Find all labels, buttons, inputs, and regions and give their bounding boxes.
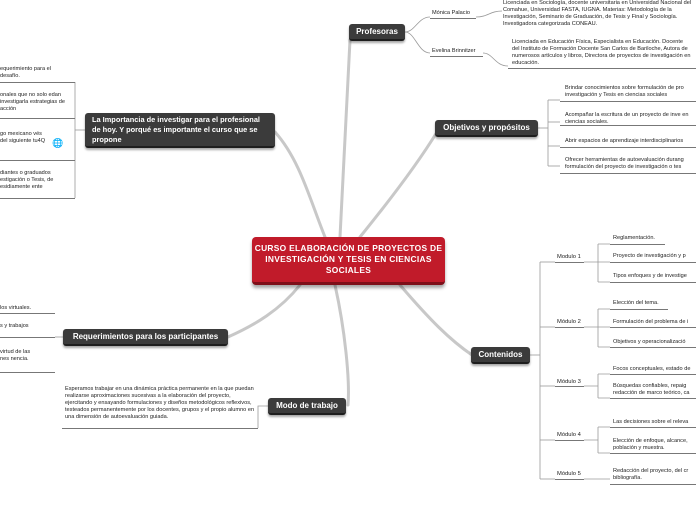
underline <box>610 347 696 348</box>
importancia-item-3: go mexicano vés del siguiente tu4Q <box>0 131 46 144</box>
topic-requerimientos[interactable] <box>63 329 228 346</box>
underline <box>560 125 696 126</box>
topic-requerimientos-label: Requerimientos para los participantes <box>72 332 219 341</box>
underline <box>555 327 584 328</box>
topic-contenidos[interactable] <box>471 347 530 364</box>
underline <box>0 160 75 161</box>
underline <box>430 18 476 19</box>
topic-profesoras-label: Profesoras <box>356 27 398 36</box>
topic-objetivos-label: Objetivos y propósitos <box>443 123 530 132</box>
underline <box>508 68 696 69</box>
profesora-name-1: Mónica Palacio <box>432 10 470 16</box>
topic-modo-label: Modo de trabajo <box>276 401 338 410</box>
underline <box>610 262 696 263</box>
underline <box>610 398 696 399</box>
modulo-1-item-3: Tipos enfoques y de investige <box>613 273 687 279</box>
underline <box>610 309 668 310</box>
modulo-2-item-2: Formulación del problema de i <box>613 319 689 325</box>
underline <box>610 244 665 245</box>
underline <box>555 440 584 441</box>
modulo-1-item-1: Reglamentación. <box>613 235 655 241</box>
underline <box>0 313 55 314</box>
modulo-2-item-1: Elección del tema. <box>613 300 659 306</box>
underline <box>560 147 696 148</box>
objetivo-item-3: Abrir espacios de aprendizaje interdisciplinarios <box>565 138 684 144</box>
central-topic-label: CURSO ELABORACIÓN DE PROYECTOS DE INVESTIGACIÓN Y TESIS EN CIENCIAS SOCIALES <box>254 243 443 275</box>
underline <box>62 428 258 429</box>
topic-objetivos[interactable] <box>435 120 538 137</box>
modulo-4-label: Módulo 4 <box>557 432 581 438</box>
profesora-bio-1: Licenciada en Sociología, docente universitaria en Universidad Nacional del Comahue, Universidad FASTA, IUGNA. Materias: Metodología de la Investigación, Seminario de Graduación, de Tesis y Final y Sociología. Investigadora categorizada CONEAU. <box>503 0 692 27</box>
underline <box>610 282 696 283</box>
modulo-3-item-1: Focos conceptuales, estado de <box>613 366 691 372</box>
topic-contenidos-label: Contenidos <box>478 350 523 359</box>
underline <box>560 101 696 102</box>
topic-importancia-label: La Importancia de investigar para el profesional de hoy. Y porqué es importante el curso que se propone <box>92 114 260 144</box>
underline <box>0 372 55 373</box>
modulo-2-label: Módulo 2 <box>557 319 581 325</box>
modulo-5-label: Módulo 5 <box>557 471 581 477</box>
underline <box>555 262 584 263</box>
modulo-1-item-2: Proyecto de investigación y p <box>613 253 686 259</box>
underline <box>610 327 696 328</box>
requerimiento-item-1: los virtuales. <box>0 305 32 311</box>
globe-icon[interactable]: 🌐 <box>52 138 64 148</box>
underline <box>610 374 696 375</box>
modulo-3-item-2: Búsquedas confiables, repaig redacción de marco teórico, ca <box>613 383 690 396</box>
modulo-4-item-2: Elección de enfoque, alcance, población y muestra. <box>613 438 688 451</box>
requerimiento-item-2: s y trabajos <box>0 323 29 329</box>
underline <box>0 337 55 338</box>
underline <box>555 386 584 387</box>
profesora-bio-2: Licenciada en Educación Física, Especialista en Educación. Docente del Instituto de Formación Docente San Carlos de Bariloche, Autora de numerosos artículos y libros, Directora de proyectos de investigación en educación. <box>512 39 691 66</box>
underline <box>0 198 75 199</box>
importancia-item-4: diantes o graduados estigación o Tesis, de esidiamente ente <box>0 170 54 190</box>
requerimiento-item-3: virtud de las nes nencia. <box>0 349 31 362</box>
modulo-2-item-3: Objetivos y operacionalizació <box>613 339 686 345</box>
central-topic[interactable] <box>252 237 445 285</box>
objetivo-item-4: Ofrecer herramientas de autoevaluación durang formulación del proyecto de investigación o tes <box>565 157 684 170</box>
importancia-item-1: equerimiento para el desafío. <box>0 66 51 79</box>
modo-description: Esperamos trabajar en una dinámica práctica permanente en la que puedan realizarse aproximaciones sucesivas a la elaboración del proyecto, ejercitando y ensayando formulaciones y diseños metodológicos reflexivos, testeados permanentemente por los docentes, grupos y el propio alumno en una dimensión de autoevaluación guiada. <box>65 386 255 420</box>
topic-modo-de-trabajo[interactable] <box>268 398 346 415</box>
underline <box>610 427 696 428</box>
importancia-item-2: onales que no solo edan investigarla estrategias de acción <box>0 92 65 112</box>
topic-importancia[interactable] <box>85 113 275 148</box>
modulo-1-label: Modulo 1 <box>557 254 581 260</box>
objetivo-item-2: Acompañar la escritura de un proyecto de inve en ciencias sociales. <box>565 112 689 125</box>
underline <box>0 118 75 119</box>
profesora-name-2: Evelina Brinnitzer <box>432 48 476 54</box>
underline <box>560 173 696 174</box>
underline <box>610 453 696 454</box>
topic-profesoras[interactable] <box>349 24 405 41</box>
underline <box>555 479 584 480</box>
underline <box>610 484 696 485</box>
underline <box>430 56 483 57</box>
underline <box>0 82 75 83</box>
modulo-4-item-1: Las decisiones sobre el releva <box>613 419 689 425</box>
modulo-5-item-1: Redacción del proyecto, del cr bibliografía. <box>613 468 689 481</box>
objetivo-item-1: Brindar conocimientos sobre formulación de pro investigación y Tesis en ciencias sociales <box>565 85 684 98</box>
modulo-3-label: Módulo 3 <box>557 379 581 385</box>
